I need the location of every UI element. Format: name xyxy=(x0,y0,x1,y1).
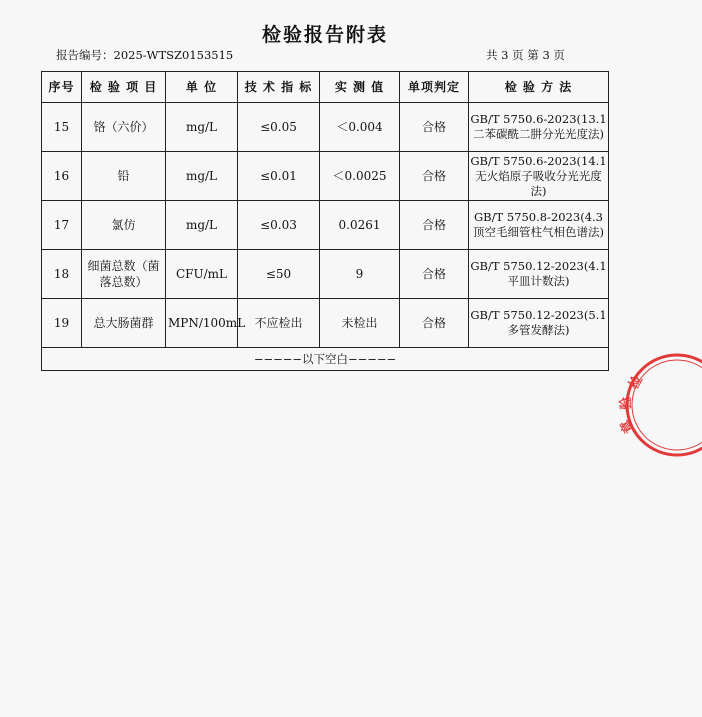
table-row xyxy=(42,201,609,250)
row-item: 铬（六价） xyxy=(82,103,166,152)
svg-text:检: 检 xyxy=(626,373,646,392)
header-method: 检 验 方 法 xyxy=(469,72,609,103)
row-value: 未检出 xyxy=(320,299,400,348)
header-no: 序号 xyxy=(42,72,82,103)
table-row xyxy=(42,250,609,299)
row-verdict: 合格 xyxy=(400,250,469,299)
row-no: 17 xyxy=(42,201,82,250)
header-unit: 单 位 xyxy=(166,72,238,103)
row-verdict: 合格 xyxy=(400,299,469,348)
row-method: GB/T 5750.12-2023(5.1多管发酵法) xyxy=(469,299,609,348)
header-value: 实 测 值 xyxy=(320,72,400,103)
blank-note-row xyxy=(42,348,609,371)
inspection-results-table xyxy=(41,71,609,371)
row-no: 19 xyxy=(42,299,82,348)
header-item: 检 验 项 目 xyxy=(82,72,166,103)
report-title: 检验报告附表 xyxy=(261,24,388,46)
row-item: 总大肠菌群 xyxy=(82,299,166,348)
row-verdict: 合格 xyxy=(400,201,469,250)
row-item: 铅 xyxy=(82,152,166,201)
row-unit: mg/L xyxy=(166,152,238,201)
row-spec: ≤0.03 xyxy=(238,201,320,250)
row-item: 氯仿 xyxy=(82,201,166,250)
row-method: GB/T 5750.6-2023(14.1无火焰原子吸收分光光度法) xyxy=(469,152,609,201)
row-unit: CFU/mL xyxy=(166,250,238,299)
row-value: 0.0261 xyxy=(320,201,400,250)
table-header-row xyxy=(42,72,609,103)
row-spec: 不应检出 xyxy=(238,299,320,348)
page-indicator: 共 3 页 第 3 页 xyxy=(486,48,565,62)
row-value: 9 xyxy=(320,250,400,299)
row-spec: ≤0.01 xyxy=(238,152,320,201)
svg-text:验: 验 xyxy=(619,396,634,410)
row-unit: mg/L xyxy=(166,103,238,152)
row-spec: ≤0.05 xyxy=(238,103,320,152)
table-row xyxy=(42,299,609,348)
report-number: 报告编号：2025-WTSZ0153515 xyxy=(56,48,234,62)
header-spec: 技 术 指 标 xyxy=(238,72,320,103)
row-verdict: 合格 xyxy=(400,103,469,152)
header-verdict: 单项判定 xyxy=(400,72,469,103)
row-no: 18 xyxy=(42,250,82,299)
row-method: GB/T 5750.8-2023(4.3顶空毛细管柱气相色谱法) xyxy=(469,201,609,250)
official-seal-icon xyxy=(617,350,702,460)
row-unit: MPN/100mL xyxy=(166,299,238,348)
blank-note: −−−−−以下空白−−−−− xyxy=(42,348,609,371)
row-value: ＜0.0025 xyxy=(320,152,400,201)
row-method: GB/T 5750.6-2023(13.1二苯碳酰二肼分光光度法) xyxy=(469,103,609,152)
row-unit: mg/L xyxy=(166,201,238,250)
table-row xyxy=(42,103,609,152)
row-no: 15 xyxy=(42,103,82,152)
row-spec: ≤50 xyxy=(238,250,320,299)
row-verdict: 合格 xyxy=(400,152,469,201)
row-item: 细菌总数（菌落总数） xyxy=(82,250,166,299)
row-value: ＜0.004 xyxy=(320,103,400,152)
svg-text:章: 章 xyxy=(617,416,638,436)
row-method: GB/T 5750.12-2023(4.1平皿计数法) xyxy=(469,250,609,299)
row-no: 16 xyxy=(42,152,82,201)
table-row xyxy=(42,152,609,201)
